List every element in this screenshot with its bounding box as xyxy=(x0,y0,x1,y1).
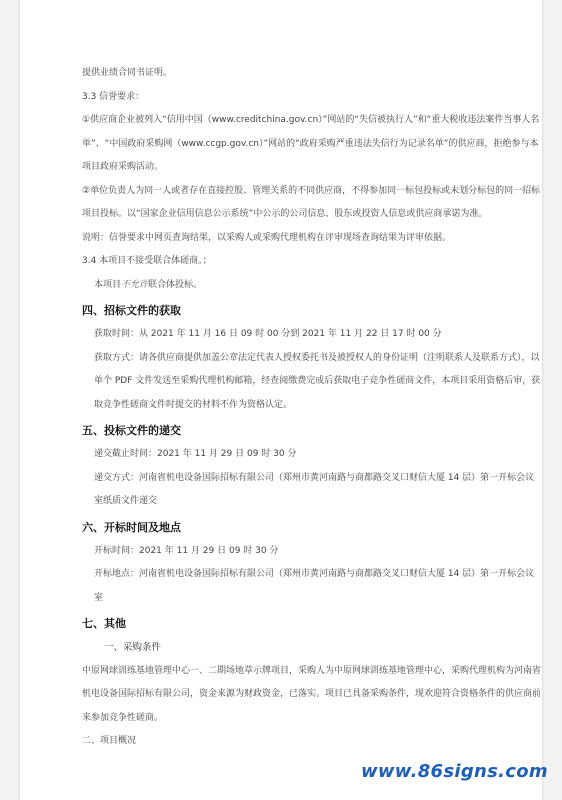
text-line: 说明：信誉要求中网页查询结果，以采购人或采购代理机构在评审现场查询结果为评审依据。 xyxy=(82,232,452,243)
text-line: 3.4 本项目不接受联合体磋商。； xyxy=(82,256,212,266)
text-line: 获取时间：从 2021 年 11 月 16 日 09 时 00 分到 2021 年 11 月 22 日 17 时 00 分 xyxy=(94,329,442,339)
section-heading: 六、开标时间及地点 xyxy=(82,520,181,534)
text-line: 提供业绩合同书证明。 xyxy=(82,68,173,78)
text-line: 开标时间：2021 年 11 月 29 日 09 时 30 分 xyxy=(94,545,279,556)
section-heading: 七、其他 xyxy=(82,617,126,630)
text-paragraph: ①供应商企业被列入“信用中国（www.creditchina.gov.cn）”网站的“失信被执行人”和“重大税收违法案件当事人名单”、“中国政府采购网（www.ccgp.gov.cn）”网站的“政府采购严重违法失信行为记录名单”的供应商，拒绝参与本项目政府采购活动。 xyxy=(82,115,540,172)
section-heading: 五、投标文件的递交 xyxy=(82,424,181,437)
watermark-text: www.86signs.com xyxy=(360,761,548,782)
document-page xyxy=(20,0,542,800)
text-paragraph: 开标地点：河南省机电设备国际招标有限公司（郑州市黄河南路与商都路交叉口财信大厦 14 层）第一开标会议室 xyxy=(94,569,535,603)
text-paragraph: 中原网球训练基地管理中心一、二期场地草示牌项目，采购人为中原网球训练基地管理中心，采购代理机构为河南省机电设备国际招标有限公司，资金来源为财政资金，已落实。项目已具备采购条件，现欢迎符合资格条件的供应商前来参加竞争性磋商。 xyxy=(82,665,542,723)
text-paragraph: ②单位负责人为同一人或者存在直接控股、管理关系的不同供应商，不得参加同一标包投标或未划分标包的同一招标项目投标。以“国家企业信用信息公示系统”中公示的公司信息、股东或投资人信息或供应商承诺为准。 xyxy=(82,185,541,219)
text-line xyxy=(82,274,542,298)
text-line: 3.3 信誉要求： xyxy=(82,91,145,102)
text-line: 递交截止时间：2021 年 11 月 29 日 09 时 30 分 xyxy=(94,449,297,459)
emphasis-text: 不允许 xyxy=(121,279,149,290)
subsection-heading: 二、项目概况 xyxy=(82,736,137,746)
document-body xyxy=(82,62,542,754)
text-span: 联合体投标。 xyxy=(148,279,203,290)
text-paragraph: 递交方式：河南省机电设备国际招标有限公司（郑州市黄河南路与商都路交叉口财信大厦 14 层）第一开标会议室纸质文件递交 xyxy=(94,472,535,506)
text-paragraph: 获取方式：请各供应商提供加盖公章法定代表人授权委托书及被授权人的身份证明（注明联系人及联系方式），以单个 PDF 文件发送至采购代理机构邮箱，经查阅缴费完成后获取电子竞争性磋商文件，本项目采用资格后审，获取竞争性磋商文件时提交的材料不作为资格认定。 xyxy=(94,352,541,410)
text-span: 本项目 xyxy=(94,279,122,290)
subsection-heading: 一、采购条件 xyxy=(104,642,162,653)
section-heading: 四、招标文件的获取 xyxy=(82,304,181,317)
